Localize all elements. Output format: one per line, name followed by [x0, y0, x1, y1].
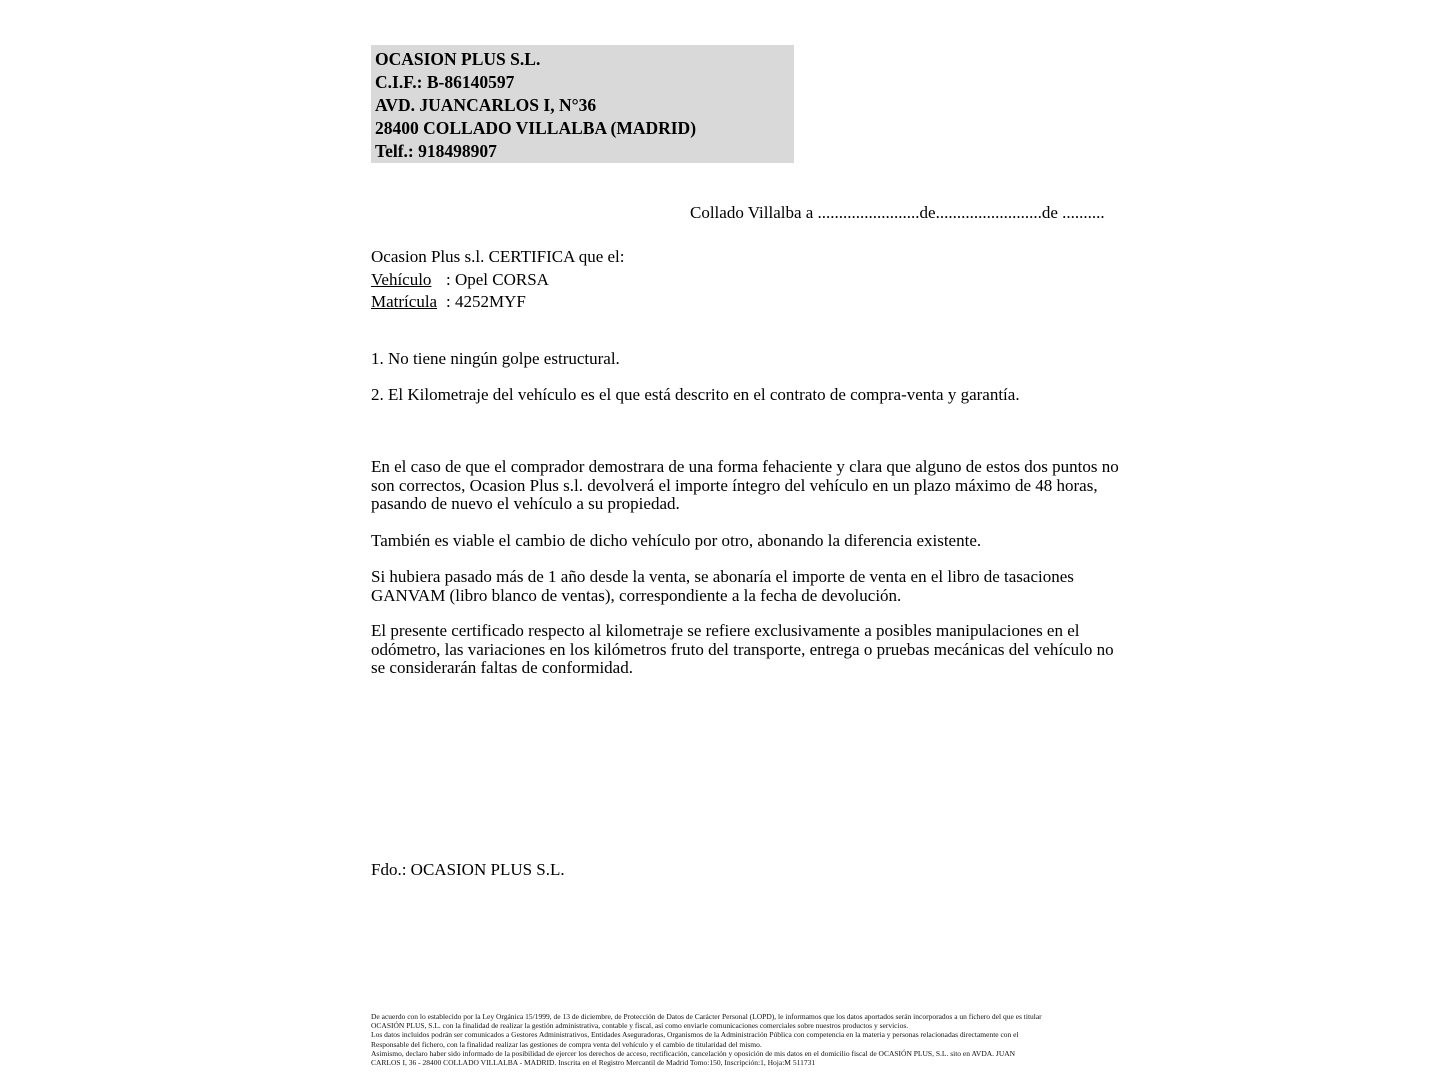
plate-field [371, 291, 625, 314]
legal-line: Responsable del fichero, con la finalidad realizar las gestiones de compra venta del vehículo y el cambio de titularidad del mismo. [371, 1039, 762, 1049]
point-1: 1. No tiene ningún golpe estructural. [371, 349, 620, 368]
company-address: AVD. JUANCARLOS I, N°36 [375, 95, 597, 115]
legal-line: OCASIÓN PLUS, S.L. con la finalidad de realizar la gestión administrativa, contable y fiscal, así como enviarle comunicaciones comerciales sobre nuestros productos y servicios. [371, 1021, 909, 1031]
paragraph-line: El presente certificado respecto al kilometraje se refiere exclusivamente a posibles manipulaciones en el [371, 621, 1080, 640]
paragraph-line: Si hubiera pasado más de 1 año desde la venta, se abonaría el importe de venta en el libro de tasaciones [371, 567, 1074, 586]
company-phone: Telf.: 918498907 [375, 141, 497, 161]
legal-line: Los datos incluidos podrán ser comunicados a Gestores Administrativos, Entidades Aseguradoras, Organismos de la Administración Pública con competencia en la materia y personas relacionadas directamente con el [371, 1030, 1019, 1040]
signature-line: Fdo.: OCASION PLUS S.L. [371, 860, 565, 879]
paragraph-line: pasando de nuevo el vehículo a su propiedad. [371, 494, 680, 514]
vehicle-label: Vehículo [371, 269, 432, 289]
company-name: OCASION PLUS S.L. [375, 49, 541, 69]
paragraph-exchange [371, 532, 1083, 551]
paragraph-refund [371, 457, 1119, 514]
certificate-intro-block [371, 246, 625, 314]
company-city: 28400 COLLADO VILLALBA (MADRID) [375, 118, 697, 138]
legal-footer [371, 1012, 1086, 1067]
company-cif: C.I.F.: B-86140597 [375, 72, 515, 92]
legal-line: Asimismo, declaro haber sido informado de la posibilidad de ejercer los derechos de acceso, rectificación, cancelación y oposición de mis datos en el domicilio fiscal de OCASIÓN PLUS, S.L. sito en AVDA. JUAN [371, 1048, 1016, 1058]
paragraph-odometer [371, 621, 1114, 678]
paragraph-line: se considerarán faltas de conformidad. [371, 658, 633, 678]
legal-line: CARLOS I, 36 - 28400 COLLADO VILLALBA - MADRID. Inscrita en el Registro Mercantil de Madrid Tomo:150, Inscripción:1, Hoja:M 511731 [371, 1058, 816, 1068]
paragraph-line: odómetro, las variaciones en los kilómetros fruto del transporte, entrega o pruebas mecánicas del vehículo no [371, 639, 1114, 659]
company-header-box [371, 45, 794, 163]
paragraph-line: GANVAM (libro blanco de ventas), correspondiente a la fecha de devolución. [371, 585, 902, 605]
paragraph-line: En el caso de que el comprador demostrara de una forma fehaciente y clara que alguno de estos dos puntos no [371, 457, 1119, 476]
date-place-line: Collado Villalba a ........................de.........................de .......... [690, 203, 1105, 222]
paragraph-line: También es viable el cambio de dicho vehículo por otro, abonando la diferencia existente. [371, 531, 982, 550]
legal-line: De acuerdo con lo establecido por la Ley Orgánica 15/1999, de 13 de diciembre, de Protección de Datos de Carácter Personal (LOPD), le informamos que los datos aportados serán incorporados a un fichero del que es titular [371, 1012, 1042, 1021]
paragraph-line: son correctos, Ocasion Plus s.l. devolverá el importe íntegro del vehículo en un plazo máximo de 48 horas, [371, 475, 1098, 495]
plate-label: Matrícula [371, 292, 438, 311]
plate-value: : 4252MYF [446, 292, 526, 311]
point-2: 2. El Kilometraje del vehículo es el que está descrito en el contrato de compra-venta y garantía. [371, 385, 1020, 404]
vehicle-field [371, 269, 625, 292]
paragraph-ganvam [371, 568, 1083, 605]
vehicle-value: : Opel CORSA [446, 269, 549, 289]
certifies-intro: Ocasion Plus s.l. CERTIFICA que el: [371, 247, 625, 266]
